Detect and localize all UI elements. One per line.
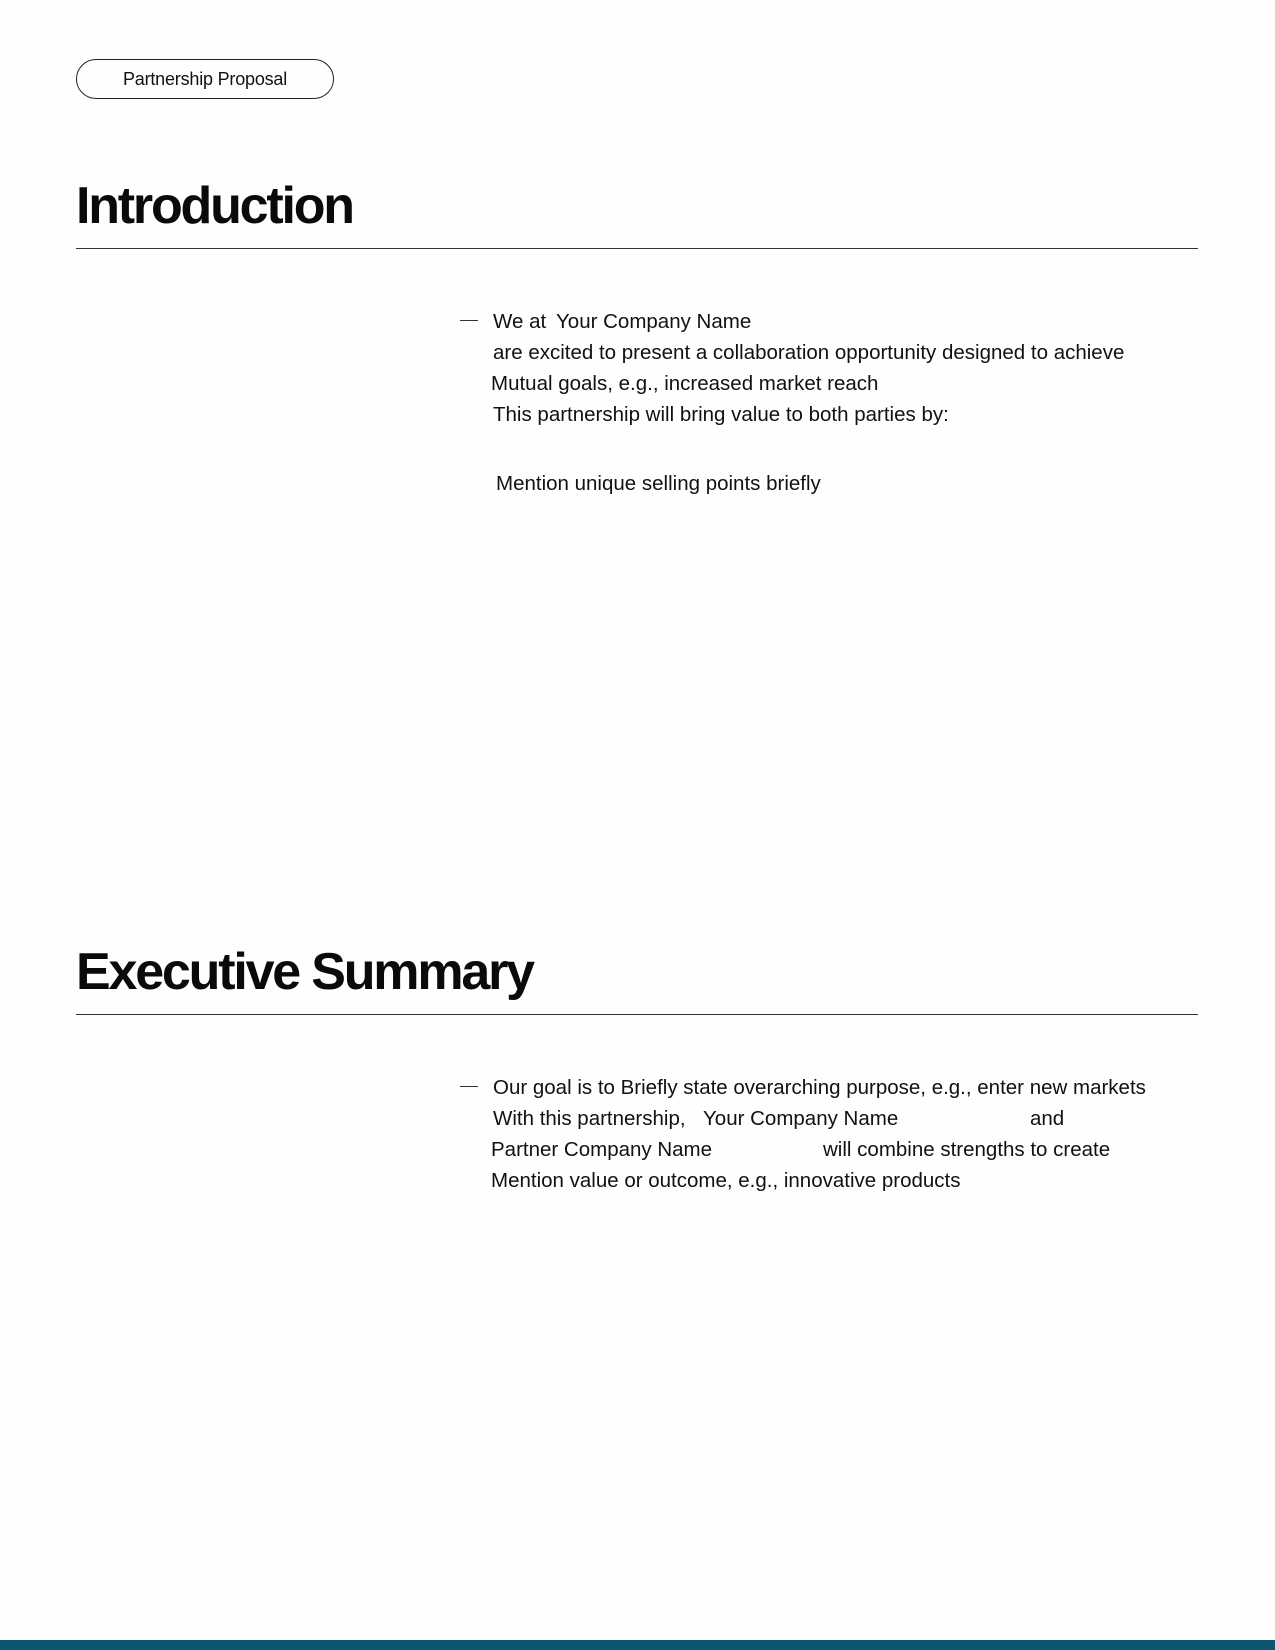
exec-line-2-and: and (1030, 1107, 1065, 1130)
exec-line-2-company: Your Company Name (703, 1107, 899, 1130)
intro-line-4: This partnership will bring value to both parties by: (493, 403, 949, 426)
introduction-dash-marker (460, 320, 478, 321)
proposal-badge (76, 59, 334, 99)
executive-summary-divider (76, 1014, 1198, 1015)
exec-line-3-partner: Partner Company Name (491, 1138, 713, 1161)
introduction-divider (76, 248, 1198, 249)
exec-line-3-suffix: will combine strengths to create (823, 1138, 1111, 1161)
executive-summary-dash-marker (460, 1086, 478, 1087)
introduction-heading: Introduction (76, 177, 353, 235)
executive-summary-heading: Executive Summary (76, 943, 533, 1001)
exec-line-1: Our goal is to Briefly state overarching purpose, e.g., enter new markets (493, 1076, 1146, 1099)
intro-line-1-company: Your Company Name (556, 310, 752, 333)
intro-line-2: are excited to present a collaboration opportunity designed to achieve (493, 341, 1125, 364)
footer-accent-bar (0, 1640, 1275, 1650)
intro-line-1-prefix: We at (493, 310, 547, 333)
intro-line-5: Mention unique selling points briefly (496, 472, 821, 495)
proposal-badge-label: Partnership Proposal (122, 68, 288, 89)
intro-line-3: Mutual goals, e.g., increased market reach (491, 372, 879, 395)
exec-line-4: Mention value or outcome, e.g., innovative products (491, 1169, 961, 1192)
exec-line-2-prefix: With this partnership, (493, 1107, 686, 1130)
